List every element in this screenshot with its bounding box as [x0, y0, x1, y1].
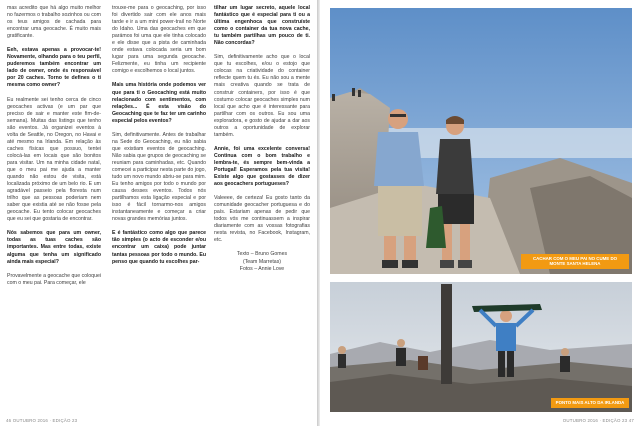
article-credits	[214, 251, 310, 272]
interview-question: E é fantástico como algo que parece tão simples (o acto de esconder e/ou encontrar um caixa) pode juntar tantas pessoas por todo o mundo. Eu penso que quando tu escolhes par-	[112, 230, 206, 265]
text-column-2	[112, 5, 206, 410]
interview-answer: mas acredito que há algo muito melhor no fazermos o trabalho sozinhos ou com os teus amigos de cachada para encontrar uma geocache. É muito mais gratificante.	[7, 5, 101, 40]
interview-question: Mais uma história onde podemos ver que para ti o Geocaching está muito relacionado com sentimentos, com relações... É esta visão do Geocaching que te faz ter um carinho especial pelos eventos?	[112, 82, 206, 124]
photo-caption-top: CACHAR COM O MEU PAI NO CUME DO MONTE SANTA HELENA	[521, 254, 629, 269]
interview-question: Nós sabemos que para um owner, todas as tuas caches são importantes. Mas entre todas, existe alguma que tenha um significado ainda mais especial?	[7, 230, 101, 265]
credit-line: Fotos – Annie Love	[239, 265, 285, 272]
interview-answer: trouxe-me para o geocaching, por isso foi divertido sair com ele anos mais tarde e ir a um mini power-trail no Norte do Idaho. Uma das geocaches em que parámos foi uma que ele tinha colocado e ele disse que a pista de caminhada onde estava colocada seria um bom lugar para uma segunda geocache. Felizmente, eu tinha um recipiente comigo e escolhemos o local juntos.	[112, 5, 206, 75]
left-page	[0, 0, 317, 426]
interview-answer: Eu realmente sei tenho cerca de cinco geocaches activas (e um par que preciso de sair e manter este fim-de-semana). Muitas das listings que tenho são eventos. Já organizei eventos à volta de Seattle, no Oregon, no Havai e até mesmo na Irlanda. Em relação às caches físicas que possuo, tentei colocá-las em locais que são bonitos para visitar. Um na minha cidade natal, que o meu pai me ajuda a manter quando não estou de visita, está localizada próximo de um belo rio. E um agradável passeio pela floresta num trilho que as pessoas poderiam nem saber que existia até se não fosse pela geocache. Eu tento colocar geocaches que eu sei que gostaria de encontrar.	[7, 96, 101, 223]
interview-answer: Sim, definitivamente acho que o local que tu escolhes, e/ou o estojo que colocas na criatividade do container reflecte quem tu és. Eu não sou a mente mais creativa quando se trata de construir containers, por isso é que costumo colocar geocaches simples num local que acho que é interessante para partilhar com os outros. Eu sou uma exploradora, e gosto de ajudar a dar aos outros a oportunidade de explorar também.	[214, 54, 310, 138]
credit-line: Texto – Bruno Gomes	[236, 251, 288, 258]
interview-question: Eeh, estava apenas a provocar-te! Novamente, olhando para o teu perfil, puderemos também encontrar um lado de owner, onde és responsável por 20 caches. Torno te defines o ti mesma como owner?	[7, 47, 101, 89]
interview-answer: Provavelmente a geocache que coloquei com o meu pai. Para começar, ele	[7, 272, 101, 286]
interview-question: tilhar um lugar secreto, aquele local fantástico que é especial para ti ou a última engenhoca que construíste como o container da tua nova cache, tu também partilhas um pouco de ti. Não concordas?	[214, 5, 310, 47]
ireland-photo-illustration	[330, 282, 632, 412]
text-column-1	[7, 5, 101, 410]
page-footer-left: 46 OUTUBRO 2016 · EDIÇÃO 23	[6, 418, 78, 423]
photo-caption-bottom: PONTO MAIS ALTO DA IRLANDA	[551, 398, 629, 408]
page-footer-right: OUTUBRO 2016 · EDIÇÃO 23 47	[562, 418, 634, 423]
credit-line: (Team Marretas)	[242, 258, 282, 265]
photo-mount-st-helens	[330, 8, 632, 274]
photo-ireland-summit	[330, 282, 632, 412]
text-column-3	[214, 5, 310, 410]
interview-question: Annie, foi uma excelente conversa! Continua com o bom trabalho e lembra-te, és sempre bem-vinda a Portugal! Esperamos pela tua visita! Existe algo que gostasses de dizer aos geocachers portugueses?	[214, 145, 310, 188]
interview-answer: Valeeee, de certeza! Eu gosto tanto da comunidade geocacher portuguesa e do país. Estariam apenas de pedir que todos vós me continuassem a inspirar diariamente com as vossas fotografias nesta revista, no Facebook, Instagram, etc.	[214, 195, 310, 244]
summit-photo-illustration	[330, 8, 632, 274]
interview-answer: Sim, definitivamente. Antes de trabalhar na Sede do Geocaching, eu não sabia que existiam eventos de geocaching. Não sabia que grupos de geocaching se reuniam para caminhadas, etc. Quando comecei a participar nesta parte do jogo, tudo um novo mundo abriu-se para mim. Eu tenho amigos por todo o mundo por causa desses eventos. Todos nós partilhamos esta ligação especial e por isso é fácil tornarmo-nos amigos instantaneamente e começar a criar novas grandes memórias juntos.	[112, 131, 206, 223]
